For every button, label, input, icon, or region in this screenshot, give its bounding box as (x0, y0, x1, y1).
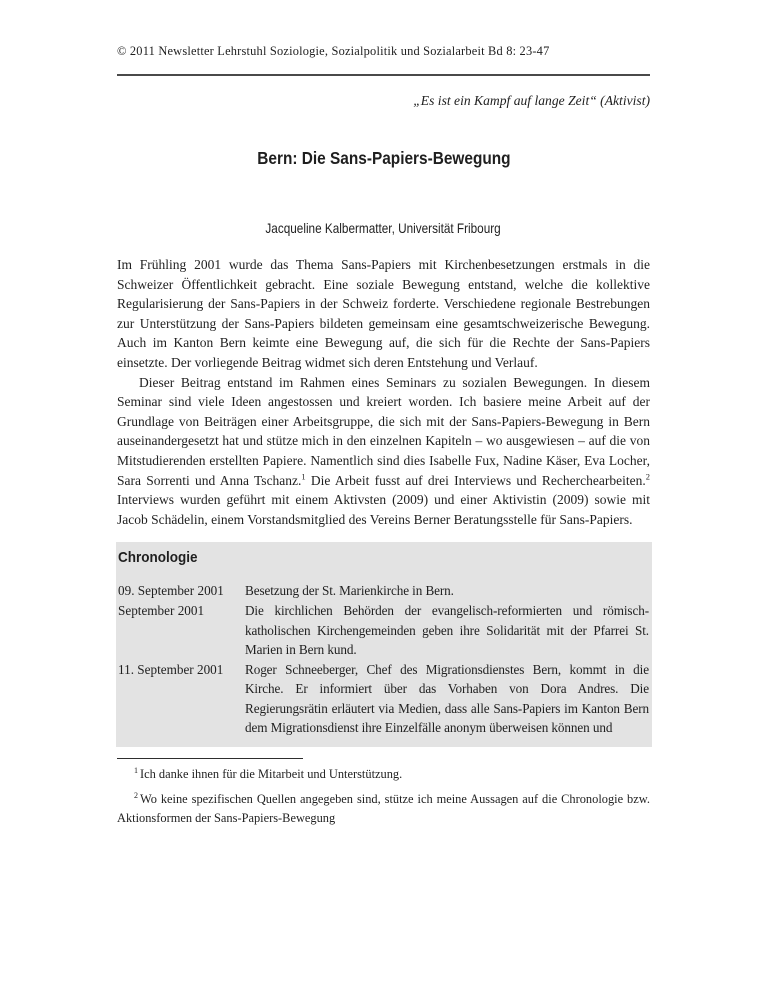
chronology-text: Die kirchlichen Behörden der evangelisch-reformierten und römisch-katholischen Kirchengemeinden geben ihre Solidarität mit der Pfarrei St. Marien in Bern kund. (245, 602, 649, 658)
footnote-1 (117, 765, 650, 784)
chronology-heading-text: Chronologie (118, 549, 198, 567)
footnote-rule (117, 758, 303, 759)
chronology-box (116, 542, 652, 747)
chronology-text: Besetzung der St. Marienkirche in Bern. (245, 583, 454, 599)
chronology-entry (118, 601, 649, 660)
footnote-1-text: Ich danke ihnen für die Mitarbeit und Unterstützung. (140, 767, 403, 782)
article-title (117, 147, 650, 169)
footnote-ref-2: 2 (645, 471, 650, 482)
footnote-2 (117, 790, 650, 828)
chronology-date: 11. September 2001 (118, 661, 224, 677)
footnote-2-text: Wo keine spezifischen Quellen angegeben sind, stütze ich meine Aussagen auf die Chronologie bzw. Aktionsformen der Sans-Papiers-Bewegung (117, 792, 650, 826)
header-rule (117, 74, 650, 76)
paragraph-method-text: Die Arbeit fusst auf drei Interviews und Recherchearbeiten. (305, 472, 646, 488)
chronology-text: Roger Schneeberger, Chef des Migrationsdienstes Bern, kommt in die Kirche. Er informiert über das Vorhaben von Dora Andres. Die Regierungsrätin erläutert via Medien, dass alle Sans-Papiers im Kanton Bern dem Migrationsdienst ihre Einzelfälle anonym überweisen können und (245, 661, 649, 736)
chronology-heading (118, 548, 649, 567)
author-name: Jacqueline Kalbermatter, Universität Fribourg (265, 220, 502, 236)
article-title-text: Bern: Die Sans-Papiers-Bewegung (256, 148, 511, 168)
document-page (117, 0, 650, 828)
chronology-entry (118, 581, 649, 601)
chronology-date: September 2001 (118, 602, 205, 618)
paragraph-method (117, 373, 650, 530)
copyright-line: © 2011 Newsletter Lehrstuhl Soziologie, Sozialpolitik und Sozialarbeit Bd 8: 23-47 (117, 44, 550, 58)
chronology-date: 09. September 2001 (118, 583, 224, 599)
chronology-rows (118, 581, 649, 738)
epigraph-quote: „Es ist ein Kampf auf lange Zeit“ (Aktivist) (413, 93, 650, 108)
footnote-1-marker: 1 (134, 765, 138, 775)
paragraph-method-text: Dieser Beitrag entstand im Rahmen eines Seminars zu sozialen Bewegungen. In diesem Seminar sind viele Ideen angestossen und kreiert worden. Ich basiere meine Arbeit auf der Grundlage von Beiträgen einer Arbeitsgruppe, die sich mit der Sans-Papiers-Bewegung in Bern auseinandergesetzt hat und stütze mich in den einzelnen Kapiteln – wo ausgewiesen – auf die von Mitstudierenden erstellten Papiere. Namentlich sind dies Isabelle Fux, Nadine Käser, Eva Locher, Sara Sorrenti und Anna Tschanz. (117, 374, 650, 488)
author-line (117, 219, 650, 237)
paragraph-method-text: Interviews wurden geführt mit einem Aktivsten (2009) und einer Aktivistin (2009) sowie mit Jacob Schädelin, einem Vorstandsmitglied des Vereins Berner Beratungsstelle für Sans-Papiers. (117, 492, 650, 527)
footnote-2-marker: 2 (134, 790, 138, 800)
footnotes-section (117, 758, 650, 828)
paragraph-intro: Im Frühling 2001 wurde das Thema Sans-Papiers mit Kirchenbesetzungen erstmals in die Schweizer Öffentlichkeit gebracht. Eine soziale Bewegung entstand, welche die kollektive Regularisierung der Sans-Papiers in der Schweiz forderte. Verschiedene regionale Bestrebungen zur Unterstützung der Sans-Papiers bildeten gemeinsam eine gesamtschweizerische Bewegung. Auch im Kanton Bern keimte eine Bewegung auf, die sich für die Rechte der Sans-Papiers einsetzte. Der vorliegende Beitrag widmet sich deren Entstehung und Verlauf. (117, 257, 650, 370)
footnote-ref-1: 1 (301, 471, 306, 482)
chronology-entry (118, 660, 649, 738)
